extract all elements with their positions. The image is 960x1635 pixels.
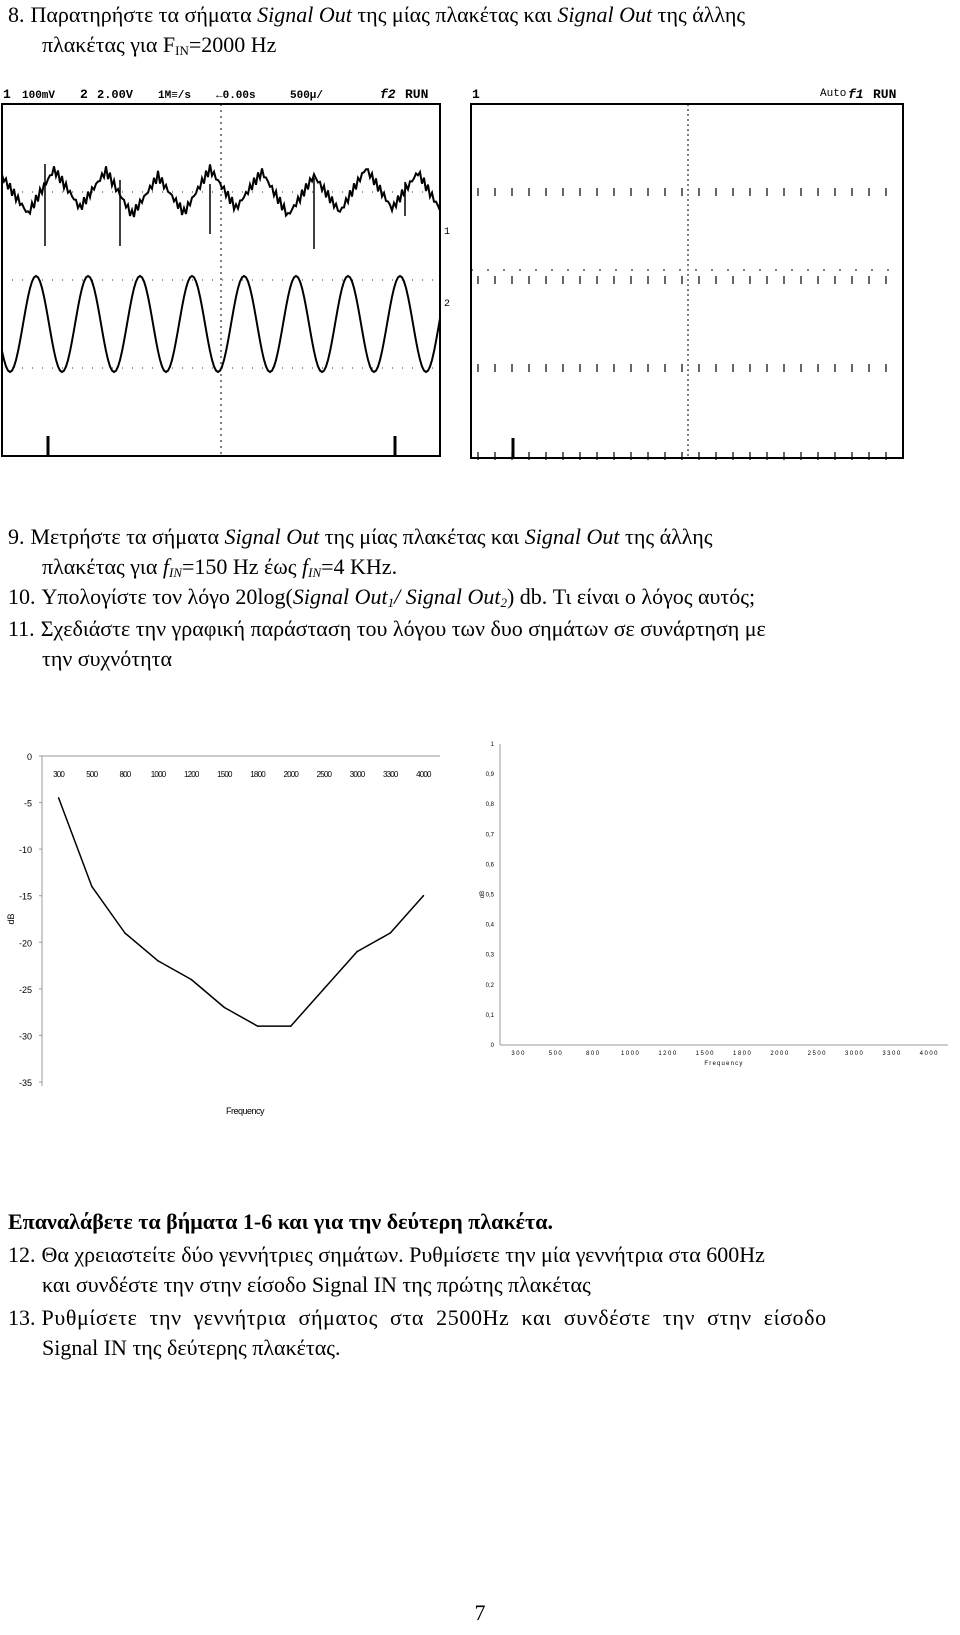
chart1-y-tick-label: -10	[18, 845, 32, 856]
chart2-x-tick-label: 300	[511, 1051, 526, 1057]
scope-right-trigger: f1	[848, 87, 864, 102]
chart1-x-tick-label: 3300	[382, 770, 398, 779]
scope-left-ch1-scale: 100mV	[22, 90, 56, 102]
scope-right-ch1: 1	[472, 87, 480, 102]
chart1-data-point	[58, 797, 60, 799]
chart1-y-axis-label: dB	[6, 913, 16, 925]
chart2-x-tick-label: 3000	[844, 1051, 865, 1057]
step-10: 10. Υπολογίστε τον λόγο 20log(Signal Out$_1$/ Signal Out$_2$) db. Τι είναι ο λόγος αυτός;	[8, 584, 756, 610]
step-9-line2: πλακέτας για $f_{IN}=150$ Hz έως $f_{IN}=4$ KHz.	[42, 554, 398, 580]
oscilloscope-screen-left	[0, 84, 455, 484]
step-13-line2: Signal IN της δεύτερης πλακέτας.	[42, 1335, 341, 1360]
scope-right-status: RUN	[873, 87, 897, 102]
step-11-line1: 11. Σχεδιάστε την γραφική παράσταση του λόγου των δυο σημάτων σε συνάρτηση με	[8, 616, 766, 641]
chart2-y-tick-label: 0,4	[485, 922, 494, 929]
chart1-x-tick-label: 2000	[283, 770, 299, 779]
chart1-data-point	[290, 1025, 292, 1027]
chart1-y-tick-label: -5	[23, 798, 32, 809]
chart-db-frequency	[0, 740, 460, 1140]
scope-left-ch2-scale: 2.00V	[97, 88, 134, 102]
scope-left-delay: ←0.00s	[216, 90, 256, 102]
chart2-y-tick-label: 1	[490, 742, 494, 748]
chart1-data-point	[356, 951, 358, 953]
oscilloscope-left-graphic	[0, 84, 455, 484]
chart1-x-tick-label: 1800	[250, 770, 265, 779]
step-12-line2: και συνδέστε την στην είσοδο Signal IN της πρώτης πλακέτας	[42, 1272, 591, 1297]
chart1-x-tick-label: 4000	[416, 770, 431, 779]
chart2-y-tick-label: 0,9	[485, 772, 494, 779]
step-8-line1: 8. Παρατηρήστε τα σήματα Signal Out της μίας πλακέτας και Signal Out της άλλης	[8, 2, 746, 27]
chart2-y-tick-label: 0,7	[485, 832, 494, 839]
chart1-x-axis-label: Frequency	[225, 1106, 265, 1116]
scope-left-ch1: 1	[3, 87, 11, 102]
chart1-y-tick-label: 0	[26, 752, 32, 762]
chart1-data-point	[257, 1025, 259, 1027]
chart1-x-tick-label: 1500	[217, 770, 232, 779]
chart1-x-tick-label: 2500	[316, 770, 332, 779]
chart1-x-tick-label: 800	[119, 770, 131, 779]
oscilloscope-right-graphic	[468, 84, 908, 484]
chart2-y-tick-label: 0,1	[485, 1012, 494, 1019]
chart1-data-point	[224, 1007, 226, 1009]
chart1-y-tick-label: -30	[18, 1031, 32, 1042]
chart1-data-point	[389, 932, 391, 934]
chart2-y-tick-label: 0,6	[485, 862, 494, 869]
chart1-series-line	[59, 798, 424, 1026]
step-13-line1: 13. Ρυθμίσετε την γεννήτρια σήματος στα 2500Hz και συνδέστε την στην είσοδο	[8, 1305, 827, 1330]
chart1-data-point	[124, 932, 126, 934]
chart2-y-tick-label: 0	[490, 1043, 494, 1049]
chart2-y-axis-label: dB	[480, 890, 486, 899]
chart1-data-point	[157, 960, 159, 962]
scope-left-ch2: 2	[80, 87, 88, 102]
chart2-y-tick-label: 0,5	[485, 892, 494, 899]
step-12-line1: 12. Θα χρειαστείτε δύο γεννήτριες σημάτων. Ρυθμίσετε την μία γεννήτρια στα 600Hz	[8, 1242, 765, 1267]
chart2-y-tick-label: 0,2	[485, 982, 494, 989]
chart2-x-tick-label: 1800	[732, 1051, 753, 1057]
chart2-x-tick-label: 1000	[620, 1051, 641, 1057]
chart1-data-point	[190, 979, 192, 981]
chart2-x-tick-label: 1500	[695, 1051, 716, 1057]
step-9-line1: 9. Μετρήστε τα σήματα Signal Out της μίας πλακέτας και Signal Out της άλλης	[8, 524, 713, 549]
chart2-x-tick-label: 500	[548, 1051, 564, 1057]
chart1-y-tick-label: -25	[18, 984, 32, 995]
scope-left-trigger: f2	[380, 87, 396, 102]
scope-left-marker-2: 2	[444, 299, 451, 310]
chart-empty-ratio-svg	[470, 740, 960, 1140]
chart1-x-tick-label: 1200	[183, 770, 199, 779]
chart2-x-tick-label: 4000	[919, 1051, 940, 1057]
chart2-x-axis-label: Frequency	[704, 1061, 744, 1067]
chart2-x-tick-label: 2500	[807, 1051, 828, 1057]
step-8-line2: πλακέτας για $F_{IN}=2000$ Hz	[42, 32, 277, 58]
page-number: 7	[474, 1600, 486, 1625]
scope-left-rate: 1M≡/s	[158, 90, 192, 102]
chart1-y-tick-label: -20	[18, 938, 32, 949]
chart2-y-tick-label: 0,3	[485, 952, 494, 959]
repeat-instruction: Επαναλάβετε τα βήματα 1-6 και για την δεύτερη πλακέτα.	[8, 1209, 553, 1234]
chart-db-frequency-svg	[0, 740, 460, 1140]
chart1-data-point	[423, 895, 425, 897]
chart2-x-tick-label: 3300	[882, 1051, 902, 1057]
chart1-y-tick-label: -35	[18, 1078, 32, 1088]
scope-left-timebase: 500µ/	[290, 90, 324, 102]
step-11-line2: την συχνότητα	[42, 646, 172, 671]
scope-left-status: RUN	[405, 87, 429, 102]
chart1-x-tick-label: 1000	[150, 770, 166, 779]
chart2-x-tick-label: 800	[586, 1051, 601, 1057]
chart2-x-tick-label: 1200	[658, 1051, 678, 1057]
chart1-data-point	[323, 988, 325, 990]
scope-left-marker-1: 1	[444, 227, 451, 238]
chart1-y-tick-label: -15	[18, 891, 32, 902]
oscilloscope-screen-right	[468, 84, 908, 484]
chart1-x-tick-label: 300	[53, 770, 65, 779]
chart-empty-ratio	[470, 740, 960, 1140]
chart1-data-point	[91, 886, 93, 888]
chart2-y-tick-label: 0,8	[485, 802, 494, 809]
chart1-x-tick-label: 3000	[349, 770, 365, 779]
chart2-x-tick-label: 2000	[770, 1051, 790, 1057]
scope-right-trigger-mode: Auto	[820, 88, 847, 100]
chart1-x-tick-label: 500	[86, 770, 98, 779]
